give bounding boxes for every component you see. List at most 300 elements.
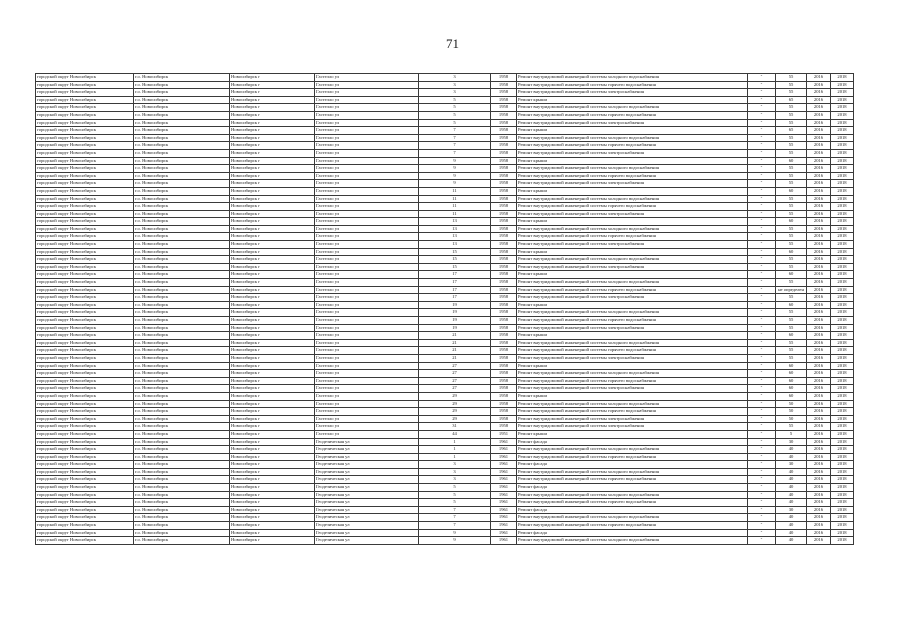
table-row [36,370,854,378]
build-year-cell: 1958 [491,203,517,211]
house-number-cell: 1 [419,438,491,446]
city-cell: Новосибирск г [230,187,315,195]
house-number-cell: 5 [419,119,491,127]
end-year-cell: 2018 [831,362,854,370]
cost-cell: 55 [776,256,807,264]
street-cell: Гастелло ул [315,218,419,226]
district-cell: городской округ Новосибирск [36,522,134,530]
municipality-cell: г.о. Новосибирск [134,385,230,393]
table-row [36,430,854,438]
start-year-cell: 2016 [807,491,831,499]
house-number-cell: 15 [419,263,491,271]
empty-marker-cell: - [748,446,776,454]
end-year-cell: 2018 [831,415,854,423]
street-cell: Гастелло ул [315,256,419,264]
build-year-cell: 1961 [491,476,517,484]
empty-marker-cell: - [748,271,776,279]
start-year-cell: 2016 [807,514,831,522]
end-year-cell: 2018 [831,96,854,104]
start-year-cell: 2016 [807,332,831,340]
start-year-cell: 2016 [807,241,831,249]
start-year-cell: 2016 [807,347,831,355]
cost-cell: 40 [776,499,807,507]
empty-marker-cell: - [748,324,776,332]
city-cell: Новосибирск г [230,461,315,469]
build-year-cell: 1958 [491,233,517,241]
empty-marker-cell: - [748,180,776,188]
municipality-cell: г.о. Новосибирск [134,309,230,317]
empty-marker-cell: - [748,362,776,370]
work-type-cell: Ремонт внутридомовой инженерной системы холодного водоснабжения [517,491,748,499]
municipality-cell: г.о. Новосибирск [134,165,230,173]
cost-cell: 55 [776,195,807,203]
district-cell: городской округ Новосибирск [36,309,134,317]
build-year-cell: 1958 [491,317,517,325]
cost-cell: 55 [776,81,807,89]
house-number-cell: 3 [419,74,491,82]
start-year-cell: 2016 [807,354,831,362]
municipality-cell: г.о. Новосибирск [134,453,230,461]
build-year-cell: 1961 [491,453,517,461]
cost-cell: 40 [776,491,807,499]
empty-marker-cell: - [748,415,776,423]
start-year-cell: 2016 [807,385,831,393]
table-row [36,180,854,188]
start-year-cell: 2016 [807,248,831,256]
build-year-cell: 1958 [491,172,517,180]
work-type-cell: Ремонт крыши [517,187,748,195]
empty-marker-cell: - [748,81,776,89]
end-year-cell: 2018 [831,430,854,438]
municipality-cell: г.о. Новосибирск [134,537,230,545]
house-number-cell: 9 [419,537,491,545]
street-cell: Геодезическая ул [315,491,419,499]
build-year-cell: 1961 [491,514,517,522]
start-year-cell: 2016 [807,317,831,325]
district-cell: городской округ Новосибирск [36,294,134,302]
build-year-cell: 1958 [491,347,517,355]
work-type-cell: Ремонт внутридомовой инженерной системы электроснабжения [517,294,748,302]
start-year-cell: 2016 [807,499,831,507]
empty-marker-cell: - [748,430,776,438]
municipality-cell: г.о. Новосибирск [134,362,230,370]
district-cell: городской округ Новосибирск [36,537,134,545]
table-row [36,362,854,370]
start-year-cell: 2016 [807,142,831,150]
house-number-cell: 29 [419,392,491,400]
district-cell: городской округ Новосибирск [36,301,134,309]
work-type-cell: Ремонт внутридомовой инженерной системы горячего водоснабжения [517,203,748,211]
build-year-cell: 1958 [491,165,517,173]
build-year-cell: 1958 [491,248,517,256]
empty-marker-cell: - [748,225,776,233]
start-year-cell: 2016 [807,256,831,264]
start-year-cell: 2016 [807,96,831,104]
empty-marker-cell: - [748,233,776,241]
municipality-cell: г.о. Новосибирск [134,317,230,325]
end-year-cell: 2018 [831,172,854,180]
empty-marker-cell: - [748,377,776,385]
street-cell: Гастелло ул [315,195,419,203]
city-cell: Новосибирск г [230,134,315,142]
end-year-cell: 2018 [831,522,854,530]
district-cell: городской округ Новосибирск [36,286,134,294]
cost-cell: 65 [776,96,807,104]
city-cell: Новосибирск г [230,317,315,325]
page-number: 71 [446,36,459,51]
table-row [36,74,854,82]
build-year-cell: 1961 [491,506,517,514]
street-cell: Гастелло ул [315,180,419,188]
house-number-cell: 21 [419,354,491,362]
build-year-cell: 1958 [491,149,517,157]
table-row [36,241,854,249]
table-row [36,286,854,294]
street-cell: Гастелло ул [315,309,419,317]
house-number-cell: 21 [419,347,491,355]
house-number-cell: 44 [419,430,491,438]
work-type-cell: Ремонт крыши [517,157,748,165]
work-type-cell: Ремонт внутридомовой инженерной системы горячего водоснабжения [517,347,748,355]
work-type-cell: Ремонт крыши [517,127,748,135]
end-year-cell: 2018 [831,233,854,241]
table-row [36,499,854,507]
cost-cell: 50 [776,408,807,416]
street-cell: Гастелло ул [315,263,419,271]
end-year-cell: 2018 [831,104,854,112]
street-cell: Геодезическая ул [315,446,419,454]
municipality-cell: г.о. Новосибирск [134,263,230,271]
municipality-cell: г.о. Новосибирск [134,111,230,119]
municipality-cell: г.о. Новосибирск [134,514,230,522]
work-type-cell: Ремонт внутридомовой инженерной системы горячего водоснабжения [517,142,748,150]
municipality-cell: г.о. Новосибирск [134,187,230,195]
house-number-cell: 21 [419,339,491,347]
empty-marker-cell: - [748,127,776,135]
table-row [36,400,854,408]
district-cell: городской округ Новосибирск [36,157,134,165]
end-year-cell: 2018 [831,225,854,233]
start-year-cell: 2016 [807,392,831,400]
build-year-cell: 1958 [491,74,517,82]
city-cell: Новосибирск г [230,279,315,287]
work-type-cell: Ремонт внутридомовой инженерной системы горячего водоснабжения [517,111,748,119]
district-cell: городской округ Новосибирск [36,468,134,476]
street-cell: Гастелло ул [315,347,419,355]
start-year-cell: 2016 [807,362,831,370]
build-year-cell: 1958 [491,119,517,127]
table-row [36,438,854,446]
start-year-cell: 2016 [807,377,831,385]
start-year-cell: 2016 [807,165,831,173]
cost-cell: 55 [776,180,807,188]
street-cell: Гастелло ул [315,370,419,378]
work-type-cell: Ремонт внутридомовой инженерной системы горячего водоснабжения [517,476,748,484]
cost-cell: 55 [776,233,807,241]
cost-cell: 30 [776,461,807,469]
house-number-cell: 13 [419,241,491,249]
district-cell: городской округ Новосибирск [36,430,134,438]
city-cell: Новосибирск г [230,537,315,545]
build-year-cell: 1958 [491,423,517,431]
house-number-cell: 7 [419,149,491,157]
start-year-cell: 2016 [807,134,831,142]
start-year-cell: 2016 [807,210,831,218]
work-type-cell: Ремонт внутридомовой инженерной системы холодного водоснабжения [517,309,748,317]
empty-marker-cell: - [748,187,776,195]
municipality-cell: г.о. Новосибирск [134,423,230,431]
municipality-cell: г.о. Новосибирск [134,74,230,82]
municipality-cell: г.о. Новосибирск [134,468,230,476]
build-year-cell: 1958 [491,294,517,302]
cost-cell: 60 [776,362,807,370]
table-row [36,104,854,112]
start-year-cell: 2016 [807,423,831,431]
street-cell: Гастелло ул [315,210,419,218]
house-number-cell: 17 [419,294,491,302]
municipality-cell: г.о. Новосибирск [134,233,230,241]
district-cell: городской округ Новосибирск [36,195,134,203]
end-year-cell: 2018 [831,286,854,294]
municipality-cell: г.о. Новосибирск [134,332,230,340]
table-row [36,263,854,271]
start-year-cell: 2016 [807,339,831,347]
street-cell: Гастелло ул [315,317,419,325]
empty-marker-cell: - [748,354,776,362]
work-type-cell: Ремонт внутридомовой инженерной системы горячего водоснабжения [517,522,748,530]
work-type-cell: Ремонт внутридомовой инженерной системы холодного водоснабжения [517,446,748,454]
build-year-cell: 1951 [491,430,517,438]
house-number-cell: 5 [419,111,491,119]
start-year-cell: 2016 [807,476,831,484]
city-cell: Новосибирск г [230,294,315,302]
district-cell: городской округ Новосибирск [36,248,134,256]
cost-cell: 55 [776,104,807,112]
municipality-cell: г.о. Новосибирск [134,172,230,180]
table-row [36,385,854,393]
district-cell: городской округ Новосибирск [36,279,134,287]
work-type-cell: Ремонт внутридомовой инженерной системы горячего водоснабжения [517,81,748,89]
empty-marker-cell: - [748,104,776,112]
street-cell: Гастелло ул [315,157,419,165]
district-cell: городской округ Новосибирск [36,104,134,112]
street-cell: Гастелло ул [315,392,419,400]
work-type-cell: Ремонт фасада [517,438,748,446]
start-year-cell: 2016 [807,301,831,309]
end-year-cell: 2018 [831,256,854,264]
empty-marker-cell: - [748,453,776,461]
start-year-cell: 2016 [807,127,831,135]
municipality-cell: г.о. Новосибирск [134,301,230,309]
end-year-cell: 2018 [831,263,854,271]
empty-marker-cell: - [748,256,776,264]
city-cell: Новосибирск г [230,263,315,271]
district-cell: городской округ Новосибирск [36,324,134,332]
build-year-cell: 1958 [491,96,517,104]
house-number-cell: 7 [419,522,491,530]
house-number-cell: 1 [419,446,491,454]
municipality-cell: г.о. Новосибирск [134,430,230,438]
house-number-cell: 9 [419,165,491,173]
build-year-cell: 1961 [491,537,517,545]
work-type-cell: Ремонт внутридомовой инженерной системы электроснабжения [517,241,748,249]
street-cell: Гастелло ул [315,172,419,180]
house-number-cell: 5 [419,104,491,112]
cost-cell: 55 [776,203,807,211]
cost-cell: 40 [776,529,807,537]
table-row [36,271,854,279]
district-cell: городской округ Новосибирск [36,172,134,180]
street-cell: Гастелло ул [315,149,419,157]
empty-marker-cell: - [748,476,776,484]
house-number-cell: 9 [419,180,491,188]
start-year-cell: 2016 [807,218,831,226]
table-row [36,461,854,469]
work-type-cell: Ремонт фасада [517,529,748,537]
city-cell: Новосибирск г [230,149,315,157]
house-number-cell: 27 [419,370,491,378]
city-cell: Новосибирск г [230,248,315,256]
cost-cell: 55 [776,89,807,97]
house-number-cell: 3 [419,89,491,97]
house-number-cell: 3 [419,461,491,469]
end-year-cell: 2018 [831,332,854,340]
street-cell: Гастелло ул [315,279,419,287]
end-year-cell: 2018 [831,279,854,287]
cost-cell: 60 [776,377,807,385]
build-year-cell: 1958 [491,180,517,188]
city-cell: Новосибирск г [230,157,315,165]
district-cell: городской округ Новосибирск [36,499,134,507]
empty-marker-cell: - [748,89,776,97]
table-row [36,522,854,530]
district-cell: городской округ Новосибирск [36,332,134,340]
cost-cell: 40 [776,484,807,492]
empty-marker-cell: - [748,286,776,294]
empty-marker-cell: - [748,172,776,180]
cost-cell: 55 [776,210,807,218]
build-year-cell: 1958 [491,332,517,340]
street-cell: Гастелло ул [315,111,419,119]
table-row [36,423,854,431]
house-number-cell: 27 [419,362,491,370]
municipality-cell: г.о. Новосибирск [134,370,230,378]
work-type-cell: Ремонт внутридомовой инженерной системы холодного водоснабжения [517,195,748,203]
cost-cell: 40 [776,522,807,530]
city-cell: Новосибирск г [230,89,315,97]
end-year-cell: 2018 [831,339,854,347]
start-year-cell: 2016 [807,446,831,454]
empty-marker-cell: - [748,195,776,203]
cost-cell: 60 [776,385,807,393]
district-cell: городской округ Новосибирск [36,111,134,119]
build-year-cell: 1958 [491,301,517,309]
municipality-cell: г.о. Новосибирск [134,484,230,492]
build-year-cell: 1958 [491,142,517,150]
house-number-cell: 21 [419,332,491,340]
empty-marker-cell: - [748,203,776,211]
empty-marker-cell: - [748,522,776,530]
end-year-cell: 2018 [831,294,854,302]
municipality-cell: г.о. Новосибирск [134,119,230,127]
city-cell: Новосибирск г [230,423,315,431]
city-cell: Новосибирск г [230,362,315,370]
cost-cell: 40 [776,537,807,545]
municipality-cell: г.о. Новосибирск [134,210,230,218]
street-cell: Гастелло ул [315,339,419,347]
house-number-cell: 1 [419,453,491,461]
cost-cell: 40 [776,453,807,461]
table-row [36,415,854,423]
house-number-cell: 13 [419,218,491,226]
start-year-cell: 2016 [807,522,831,530]
end-year-cell: 2018 [831,134,854,142]
table-row [36,187,854,195]
municipality-cell: г.о. Новосибирск [134,408,230,416]
municipality-cell: г.о. Новосибирск [134,81,230,89]
end-year-cell: 2018 [831,400,854,408]
end-year-cell: 2018 [831,537,854,545]
city-cell: Новосибирск г [230,256,315,264]
house-number-cell: 11 [419,210,491,218]
district-cell: городской округ Новосибирск [36,400,134,408]
municipality-cell: г.о. Новосибирск [134,354,230,362]
district-cell: городской округ Новосибирск [36,134,134,142]
table-row [36,309,854,317]
district-cell: городской округ Новосибирск [36,210,134,218]
work-type-cell: Ремонт фасада [517,461,748,469]
cost-cell: 5 [776,430,807,438]
district-cell: городской округ Новосибирск [36,81,134,89]
street-cell: Геодезическая ул [315,529,419,537]
build-year-cell: 1958 [491,195,517,203]
build-year-cell: 1958 [491,279,517,287]
city-cell: Новосибирск г [230,218,315,226]
house-number-cell: 27 [419,385,491,393]
city-cell: Новосибирск г [230,81,315,89]
end-year-cell: 2018 [831,127,854,135]
municipality-cell: г.о. Новосибирск [134,491,230,499]
house-number-cell: 15 [419,248,491,256]
street-cell: Гастелло ул [315,241,419,249]
city-cell: Новосибирск г [230,400,315,408]
empty-marker-cell: - [748,408,776,416]
cost-cell: 55 [776,165,807,173]
district-cell: городской округ Новосибирск [36,317,134,325]
street-cell: Гастелло ул [315,400,419,408]
cost-cell: 40 [776,468,807,476]
table-row [36,468,854,476]
work-type-cell: Ремонт крыши [517,96,748,104]
municipality-cell: г.о. Новосибирск [134,438,230,446]
street-cell: Геодезическая ул [315,522,419,530]
table-row [36,377,854,385]
table-row [36,446,854,454]
start-year-cell: 2016 [807,187,831,195]
municipality-cell: г.о. Новосибирск [134,149,230,157]
street-cell: Гастелло ул [315,324,419,332]
house-number-cell: 7 [419,127,491,135]
start-year-cell: 2016 [807,195,831,203]
cost-cell: 60 [776,392,807,400]
build-year-cell: 1958 [491,354,517,362]
city-cell: Новосибирск г [230,324,315,332]
district-cell: городской округ Новосибирск [36,423,134,431]
street-cell: Гастелло ул [315,286,419,294]
empty-marker-cell: - [748,119,776,127]
start-year-cell: 2016 [807,309,831,317]
house-number-cell: 17 [419,279,491,287]
